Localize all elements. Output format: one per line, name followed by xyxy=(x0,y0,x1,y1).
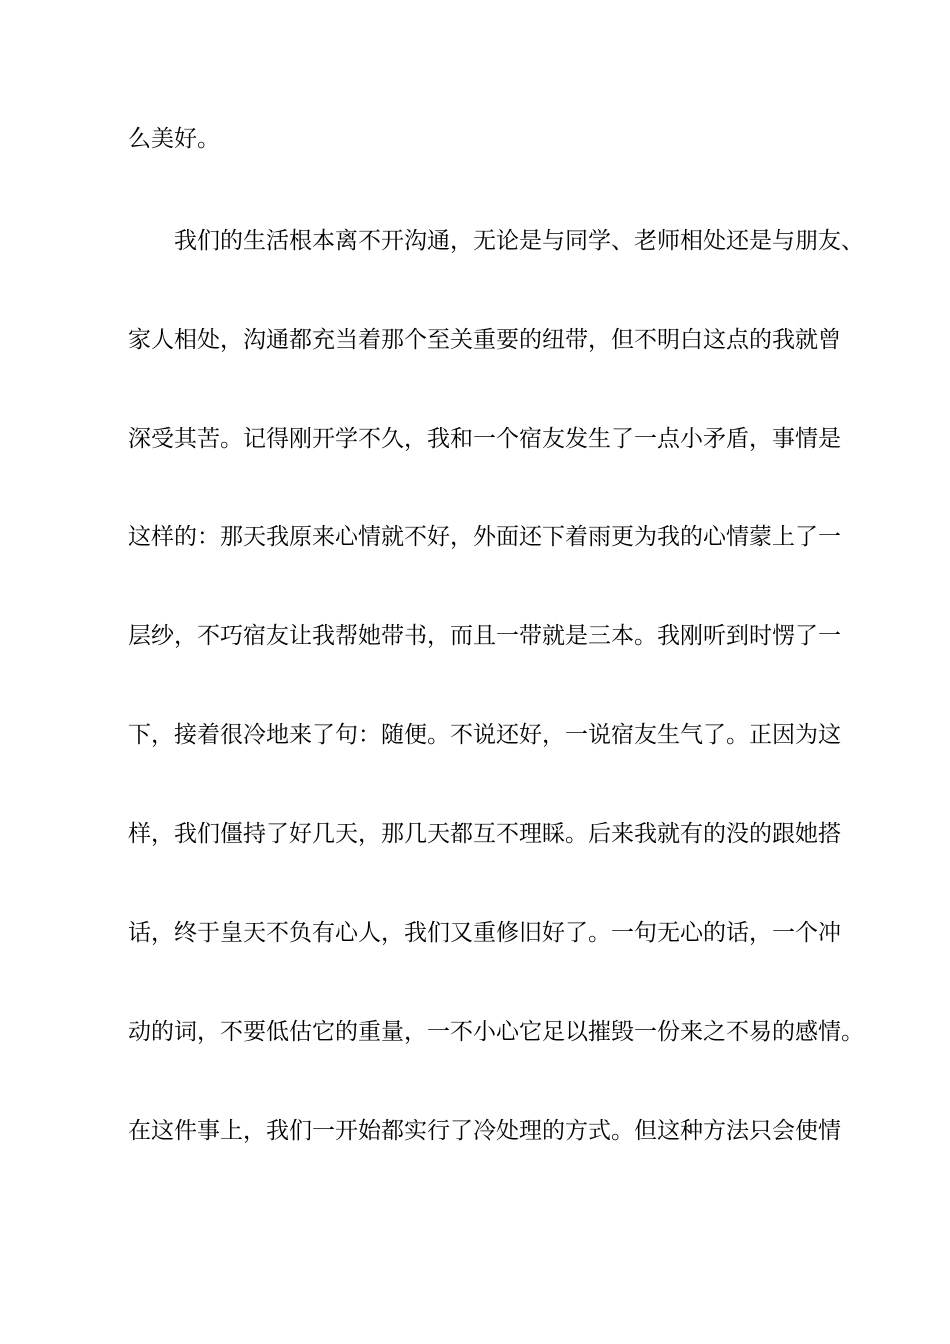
text-line: 层纱，不巧宿友让我帮她带书，而且一带就是三本。我刚听到时愣了一 xyxy=(128,623,841,649)
text-line: 话，终于皇天不负有心人，我们又重修旧好了。一句无心的话，一个冲 xyxy=(128,920,841,946)
text-line: 在这件事上，我们一开始都实行了冷处理的方式。但这种方法只会使情 xyxy=(128,1118,841,1144)
text-line: 样，我们僵持了好几天，那几天都互不理睬。后来我就有的没的跟她搭 xyxy=(128,821,841,847)
text-line: 家人相处，沟通都充当着那个至关重要的纽带，但不明白这点的我就曾 xyxy=(128,327,841,353)
paragraph-start-line: 我们的生活根本离不开沟通，无论是与同学、老师相处还是与朋友、 xyxy=(174,228,864,254)
text-line: 深受其苦。记得刚开学不久，我和一个宿友发生了一点小矛盾，事情是 xyxy=(128,426,841,452)
text-line: 动的词，不要低估它的重量，一不小心它足以摧毁一份来之不易的感情。 xyxy=(128,1019,864,1045)
text-line: 么美好。 xyxy=(128,126,220,152)
text-line: 下，接着很冷地来了句：随便。不说还好，一说宿友生气了。正因为这 xyxy=(128,722,841,748)
text-line: 这样的：那天我原来心情就不好，外面还下着雨更为我的心情蒙上了一 xyxy=(128,524,841,550)
